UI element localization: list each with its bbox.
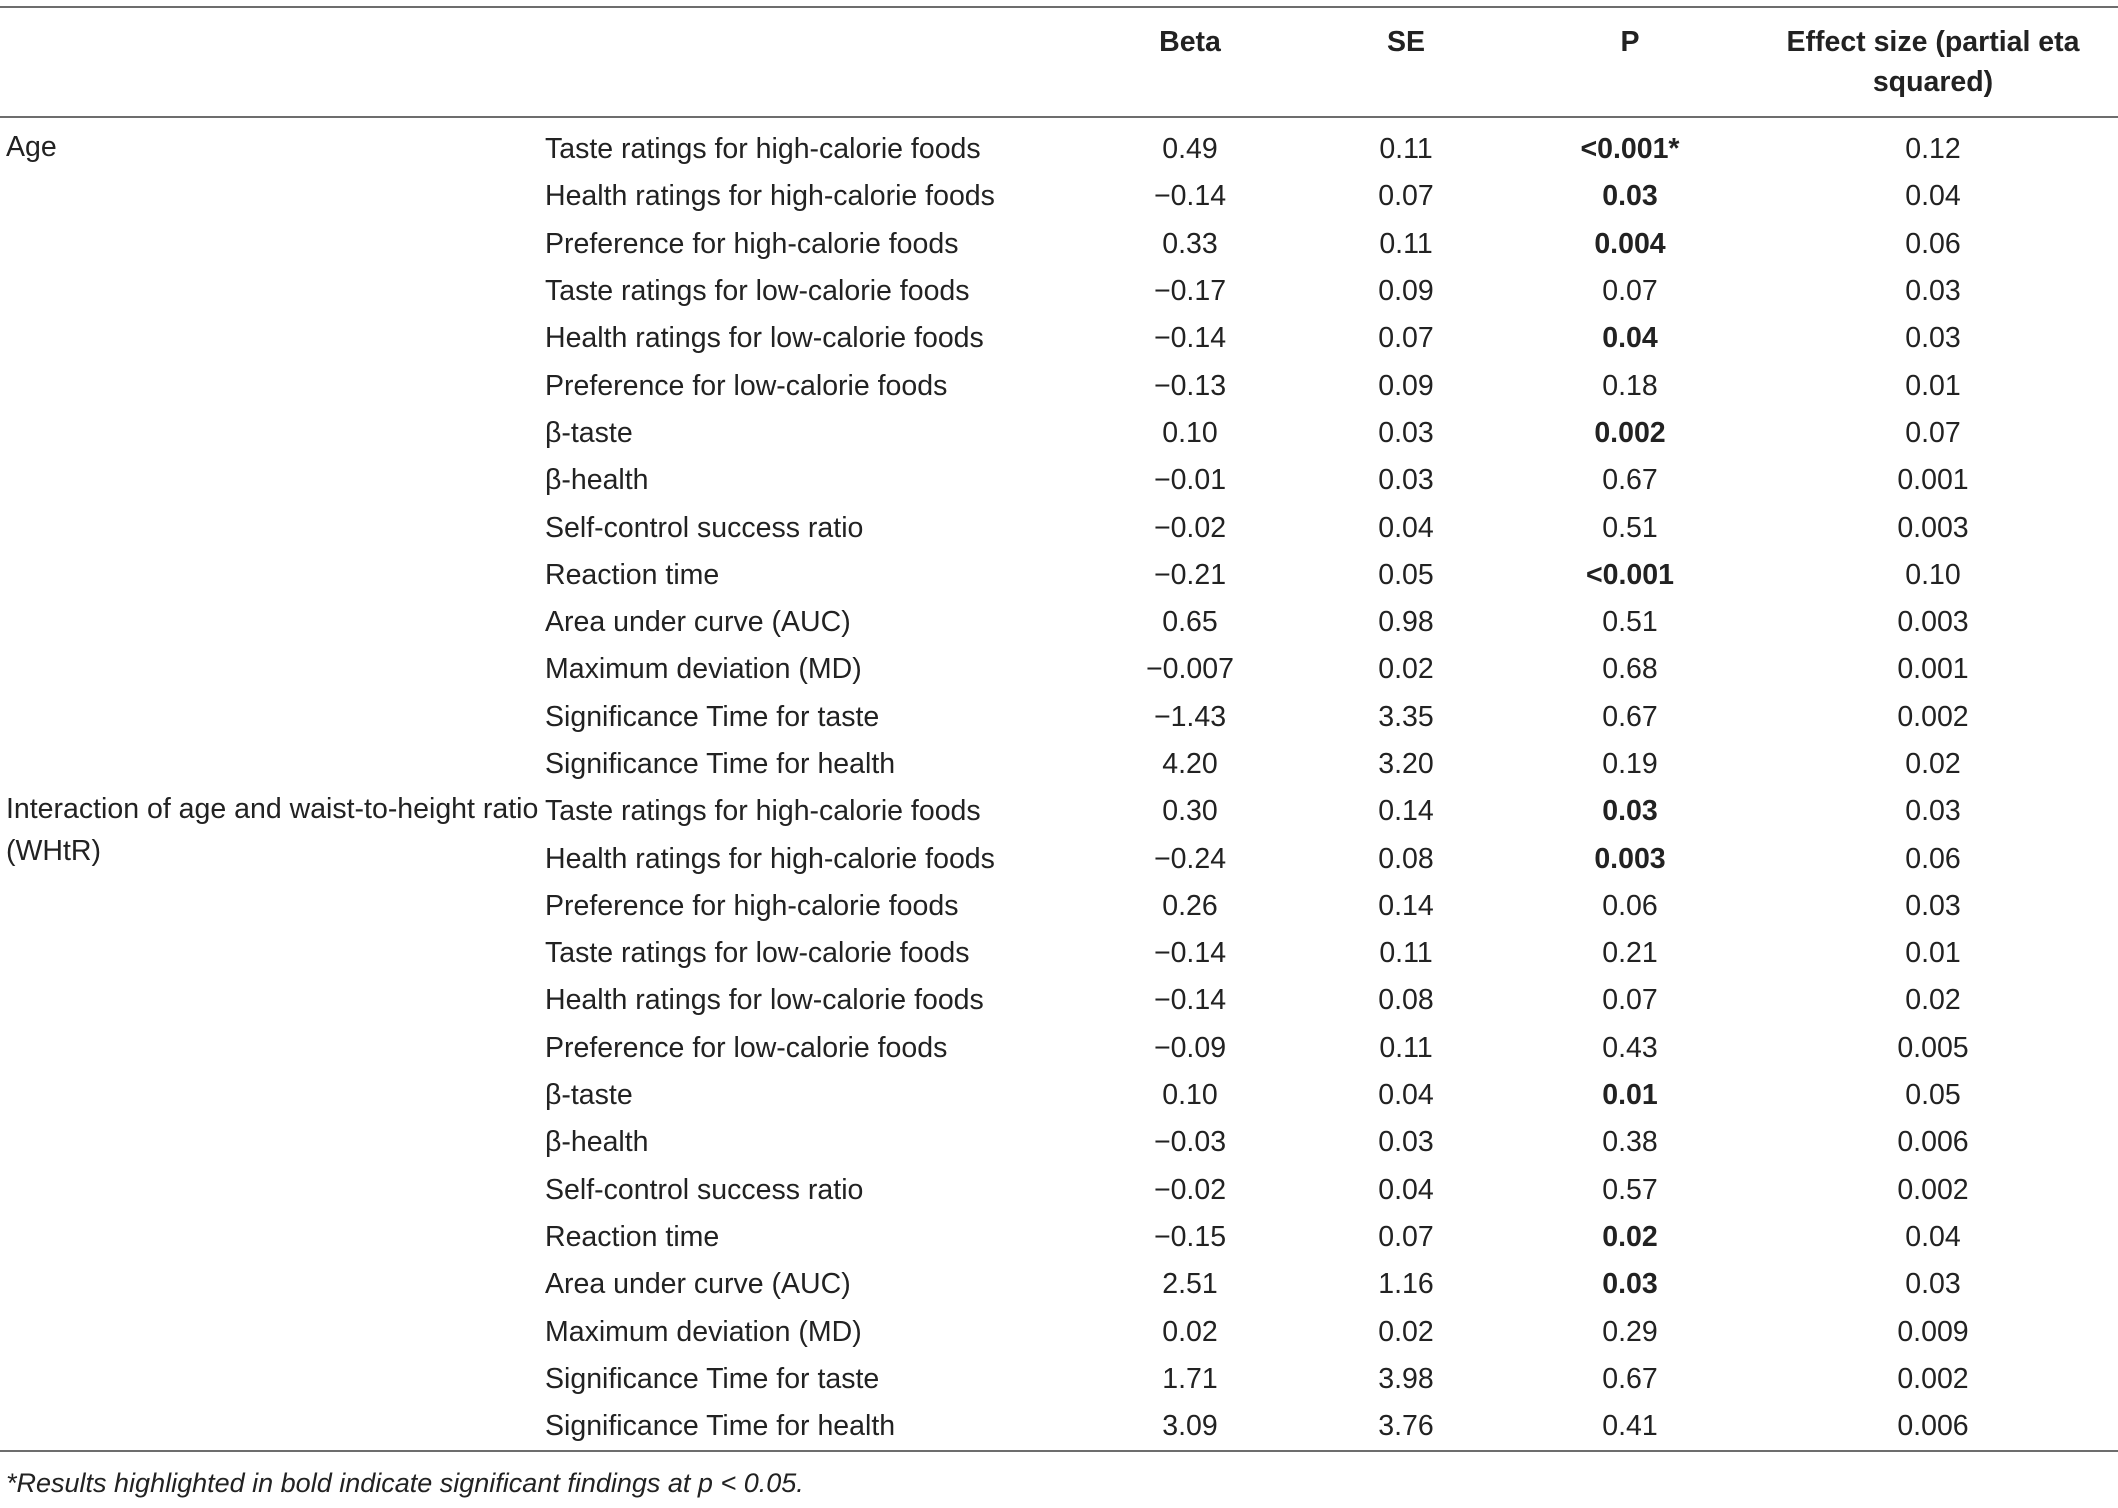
variable-cell: Taste ratings for high-calorie foods: [545, 795, 981, 828]
effect-size-cell: 0.006: [1897, 1126, 1969, 1159]
results-table: [0, 6, 2118, 1452]
beta-cell: −0.02: [1153, 1173, 1227, 1206]
beta-cell: 0.49: [1162, 133, 1218, 166]
group-label: Interaction of age and waist-to-height ratio (WHtR): [6, 793, 539, 868]
se-cell: 0.02: [1378, 653, 1434, 686]
beta-cell: 3.09: [1162, 1410, 1218, 1443]
p-value-cell: 0.68: [1602, 653, 1658, 686]
variable-cell: β-taste: [545, 1079, 633, 1112]
effect-size-cell: 0.04: [1905, 1220, 1961, 1253]
se-cell: 0.08: [1378, 842, 1434, 875]
effect-size-cell: 0.006: [1897, 1410, 1969, 1443]
beta-cell: 0.26: [1162, 889, 1218, 922]
variable-cell: Maximum deviation (MD): [545, 1315, 862, 1348]
beta-cell: 4.20: [1162, 748, 1218, 780]
se-cell: 3.76: [1378, 1410, 1434, 1443]
se-cell: 0.08: [1378, 984, 1434, 1017]
p-value-cell: 0.29: [1602, 1315, 1658, 1348]
beta-cell: 0.30: [1162, 795, 1218, 828]
effect-size-cell: 0.01: [1905, 937, 1961, 970]
table-header: [0, 7, 2118, 117]
effect-size-cell: 0.03: [1905, 275, 1961, 308]
beta-cell: −0.03: [1153, 1126, 1227, 1159]
p-value-cell: 0.51: [1602, 511, 1658, 544]
se-cell: 0.03: [1378, 464, 1434, 497]
variable-cell: Self-control success ratio: [545, 511, 864, 544]
table-row: [0, 117, 2118, 173]
variable-cell: Reaction time: [545, 1220, 720, 1253]
beta-cell: −0.14: [1153, 937, 1227, 970]
header-p: P: [1620, 26, 1640, 58]
se-cell: 0.11: [1379, 227, 1433, 260]
p-value-cell: 0.03: [1602, 180, 1658, 213]
p-value-cell: 0.38: [1602, 1126, 1658, 1159]
variable-cell: Significance Time for health: [545, 748, 896, 780]
beta-cell: 0.65: [1162, 606, 1218, 639]
beta-cell: 2.51: [1162, 1268, 1218, 1301]
p-value-cell: 0.003: [1594, 842, 1666, 875]
p-value-cell: 0.03: [1602, 1268, 1658, 1301]
variable-cell: Preference for low-calorie foods: [545, 369, 948, 402]
effect-size-cell: 0.12: [1905, 133, 1961, 166]
beta-cell: −0.17: [1153, 275, 1227, 308]
p-value-cell: 0.07: [1602, 275, 1658, 308]
variable-cell: β-taste: [545, 416, 633, 449]
se-cell: 3.20: [1378, 748, 1434, 780]
effect-size-cell: 0.10: [1905, 558, 1961, 591]
se-cell: 0.03: [1378, 416, 1434, 449]
beta-cell: −0.01: [1153, 464, 1227, 497]
effect-size-cell: 0.05: [1905, 1079, 1961, 1112]
variable-cell: Health ratings for low-calorie foods: [545, 984, 984, 1017]
variable-cell: Health ratings for high-calorie foods: [545, 180, 995, 213]
table-row: [0, 788, 2118, 835]
p-value-cell: 0.51: [1602, 606, 1658, 639]
variable-cell: Taste ratings for high-calorie foods: [545, 133, 981, 166]
se-cell: 0.03: [1378, 1126, 1434, 1159]
effect-size-cell: 0.04: [1905, 180, 1961, 213]
se-cell: 3.98: [1378, 1362, 1434, 1395]
beta-cell: 1.71: [1162, 1362, 1218, 1395]
p-value-cell: 0.57: [1602, 1173, 1658, 1206]
se-cell: 0.07: [1378, 322, 1434, 355]
effect-size-cell: 0.06: [1905, 227, 1961, 260]
table-body: [0, 117, 2118, 1451]
se-cell: 0.04: [1378, 511, 1434, 544]
se-cell: 3.35: [1378, 700, 1434, 733]
effect-size-cell: 0.07: [1905, 416, 1961, 449]
variable-cell: Area under curve (AUC): [545, 606, 851, 639]
variable-cell: Maximum deviation (MD): [545, 653, 862, 686]
variable-cell: Significance Time for health: [545, 1410, 896, 1443]
p-value-cell: 0.02: [1602, 1220, 1658, 1253]
se-cell: 0.07: [1378, 180, 1434, 213]
se-cell: 0.98: [1378, 606, 1434, 639]
p-value-cell: 0.19: [1602, 748, 1658, 780]
se-cell: 0.11: [1379, 1031, 1433, 1064]
effect-size-cell: 0.002: [1897, 1173, 1969, 1206]
effect-size-cell: 0.06: [1905, 842, 1961, 875]
se-cell: 0.11: [1379, 937, 1433, 970]
p-value-cell: 0.43: [1602, 1031, 1658, 1064]
header-se: SE: [1386, 26, 1426, 58]
beta-cell: −0.14: [1153, 180, 1227, 213]
p-value-cell: 0.03: [1602, 795, 1658, 828]
beta-cell: −0.14: [1153, 322, 1227, 355]
beta-cell: −0.21: [1153, 558, 1227, 591]
se-cell: 0.09: [1378, 369, 1434, 402]
beta-cell: −0.13: [1153, 369, 1227, 402]
variable-cell: β-health: [545, 464, 649, 497]
variable-cell: Reaction time: [545, 558, 720, 591]
effect-size-cell: 0.001: [1897, 653, 1969, 686]
effect-size-cell: 0.02: [1905, 748, 1961, 780]
header-variable: [545, 7, 1080, 117]
beta-cell: −0.007: [1146, 653, 1234, 686]
se-cell: 0.14: [1378, 889, 1434, 922]
variable-cell: Preference for high-calorie foods: [545, 227, 959, 260]
beta-cell: −0.24: [1153, 842, 1227, 875]
variable-cell: Taste ratings for low-calorie foods: [545, 937, 970, 970]
p-value-cell: 0.01: [1602, 1079, 1658, 1112]
effect-size-cell: 0.03: [1905, 795, 1961, 828]
p-value-cell: 0.67: [1602, 464, 1658, 497]
effect-size-cell: 0.003: [1897, 606, 1969, 639]
beta-cell: 0.10: [1162, 1079, 1218, 1112]
effect-size-cell: 0.02: [1905, 984, 1961, 1017]
variable-cell: Preference for low-calorie foods: [545, 1031, 948, 1064]
beta-cell: −0.15: [1153, 1220, 1227, 1253]
se-cell: 0.04: [1378, 1173, 1434, 1206]
effect-size-cell: 0.01: [1905, 369, 1961, 402]
beta-cell: −0.14: [1153, 984, 1227, 1017]
header-beta: Beta: [1159, 26, 1221, 58]
header-group: [0, 7, 545, 117]
se-cell: 0.04: [1378, 1079, 1434, 1112]
effect-size-cell: 0.003: [1897, 511, 1969, 544]
se-cell: 0.09: [1378, 275, 1434, 308]
header-effect-size: Effect size (partial eta squared): [1786, 26, 2080, 98]
variable-cell: Health ratings for high-calorie foods: [545, 842, 995, 875]
effect-size-cell: 0.002: [1897, 1362, 1969, 1395]
variable-cell: Health ratings for low-calorie foods: [545, 322, 984, 355]
effect-size-cell: 0.002: [1897, 700, 1969, 733]
se-cell: 0.14: [1378, 795, 1434, 828]
p-value-cell: 0.07: [1602, 984, 1658, 1017]
beta-cell: −0.02: [1153, 511, 1227, 544]
p-value-cell: 0.41: [1602, 1410, 1658, 1443]
variable-cell: Significance Time for taste: [545, 700, 880, 733]
p-value-cell: 0.002: [1594, 416, 1666, 449]
se-cell: 0.07: [1378, 1220, 1434, 1253]
variable-cell: β-health: [545, 1126, 649, 1159]
beta-cell: 0.10: [1162, 416, 1218, 449]
p-value-cell: 0.21: [1602, 937, 1658, 970]
variable-cell: Significance Time for taste: [545, 1362, 880, 1395]
beta-cell: −0.09: [1153, 1031, 1227, 1064]
se-cell: 1.16: [1378, 1268, 1434, 1301]
se-cell: 0.02: [1378, 1315, 1434, 1348]
p-value-cell: 0.67: [1602, 700, 1658, 733]
beta-cell: 0.02: [1162, 1315, 1218, 1348]
se-cell: 0.11: [1379, 133, 1433, 166]
variable-cell: Area under curve (AUC): [545, 1268, 851, 1301]
effect-size-cell: 0.03: [1905, 889, 1961, 922]
p-value-cell: 0.06: [1602, 889, 1658, 922]
effect-size-cell: 0.009: [1897, 1315, 1969, 1348]
effect-size-cell: 0.001: [1897, 464, 1969, 497]
p-value-cell: <0.001*: [1580, 133, 1680, 166]
effect-size-cell: 0.03: [1905, 1268, 1961, 1301]
table-footnote: *Results highlighted in bold indicate significant findings at p < 0.05.: [6, 1468, 804, 1498]
effect-size-cell: 0.005: [1897, 1031, 1969, 1064]
beta-cell: 0.33: [1162, 227, 1218, 260]
p-value-cell: 0.67: [1602, 1362, 1658, 1395]
beta-cell: −1.43: [1153, 700, 1227, 733]
p-value-cell: 0.004: [1594, 227, 1666, 260]
p-value-cell: <0.001: [1586, 558, 1674, 591]
p-value-cell: 0.04: [1602, 322, 1658, 355]
group-label: Age: [6, 131, 57, 163]
p-value-cell: 0.18: [1602, 369, 1658, 402]
se-cell: 0.05: [1378, 558, 1434, 591]
variable-cell: Preference for high-calorie foods: [545, 889, 959, 922]
effect-size-cell: 0.03: [1905, 322, 1961, 355]
variable-cell: Taste ratings for low-calorie foods: [545, 275, 970, 308]
variable-cell: Self-control success ratio: [545, 1173, 864, 1206]
